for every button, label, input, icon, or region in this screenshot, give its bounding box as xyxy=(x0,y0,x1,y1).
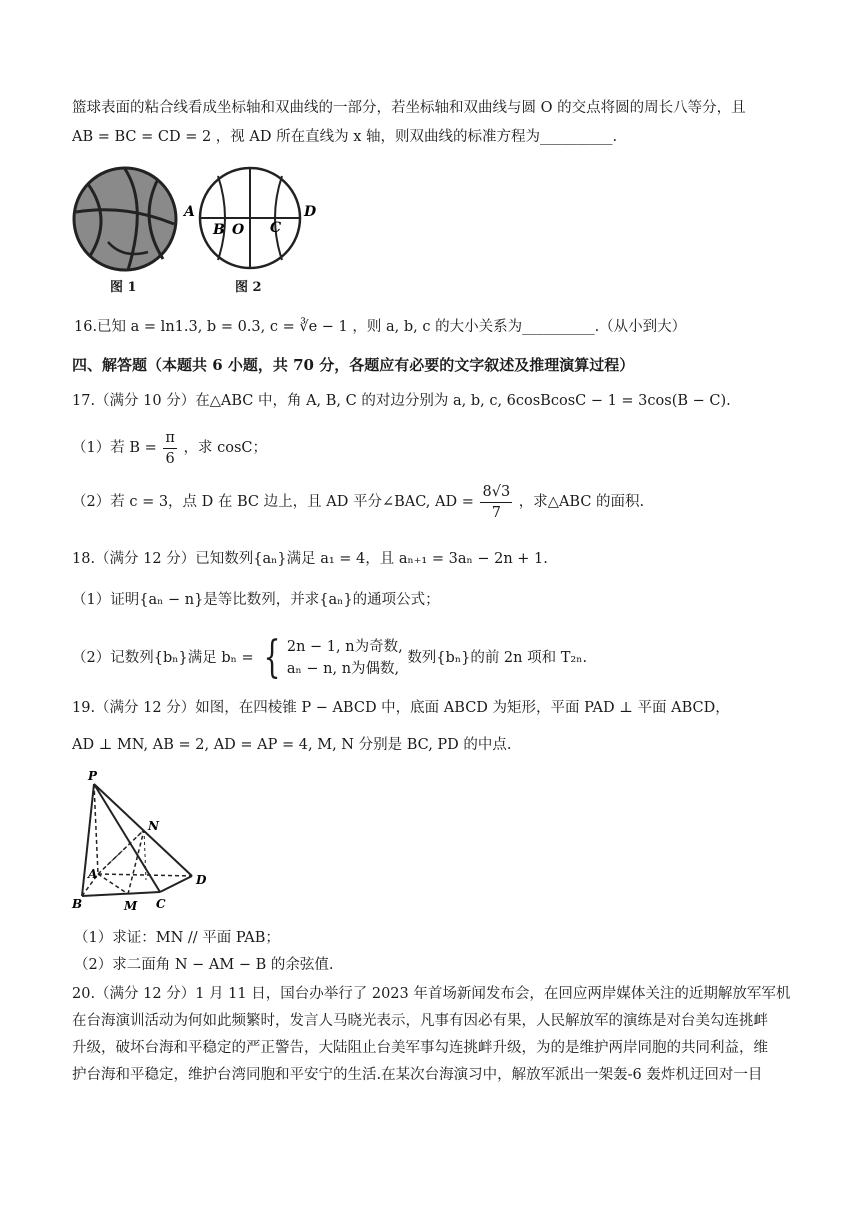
figure-2-caption: 图 2 xyxy=(235,280,262,295)
p17-q2-fraction xyxy=(480,482,512,523)
label-P: P xyxy=(88,769,98,783)
p17-q2-pre: （2）若 c = 3，点 D 在 BC 边上，且 AD 平分∠BAC, AD = xyxy=(72,494,474,510)
p17-q1-num: π xyxy=(163,428,177,449)
label-A: A xyxy=(184,204,195,220)
label-C: C xyxy=(156,897,166,911)
p20-line4: 护台海和平稳定，维护台湾同胞和平安宁的生活.在某次台海演习中，解放军派出一架轰-6 轰炸机迂回对一目 xyxy=(72,1067,763,1083)
p15-line2: AB = BC = CD = 2 ，视 AD 所在直线为 x 轴，则双曲线的标准方程为__________. xyxy=(72,129,618,145)
p18-case-even: aₙ − n, n为偶数, xyxy=(286,661,400,677)
p17-q1-fraction xyxy=(163,428,177,469)
p18-cases xyxy=(287,636,403,680)
p17-q2-num: 8√3 xyxy=(480,482,512,503)
basketball-figure-1 xyxy=(68,164,184,276)
p18-q2-pre: （2）记数列{bₙ}满足 bₙ = xyxy=(72,650,254,666)
p17-q2 xyxy=(72,478,644,526)
label-N: N xyxy=(148,819,159,833)
label-D: D xyxy=(304,204,317,220)
section-4-heading: 四、解答题（本题共 6 小题，共 70 分，各题应有必要的文字叙述及推理演算过程） xyxy=(72,356,635,374)
label-O: O xyxy=(232,222,245,238)
p20-line2: 在台海演训活动为何如此频繁时，发言人马晓光表示，凡事有因必有果，人民解放军的演练是对台美勾连挑衅 xyxy=(72,1013,768,1029)
p18-stem: 18.（满分 12 分）已知数列{aₙ}满足 a₁ = 4，且 aₙ₊₁ = 3aₙ − 2n + 1. xyxy=(72,551,548,567)
pyramid-figure xyxy=(70,768,220,918)
circle-hyperbola-figure-2 xyxy=(180,162,320,278)
label-B: B xyxy=(213,222,225,238)
p19-stem2: AD ⊥ MN, AB = 2, AD = AP = 4, M, N 分别是 BC, PD 的中点. xyxy=(72,737,512,753)
p18-case-odd: 2n − 1, n为奇数, xyxy=(286,639,403,655)
p16-text: 16.已知 a = ln1.3, b = 0.3, c = ∛e − 1 ，则 a, b, c 的大小关系为__________.（从小到大） xyxy=(74,319,687,335)
p17-q2-post: ，求△ABC 的面积. xyxy=(518,494,645,510)
p17-q1-pre: （1）若 B = xyxy=(72,440,157,456)
label-M: M xyxy=(124,899,138,913)
label-B: B xyxy=(72,897,83,911)
p17-q2-den: 7 xyxy=(491,504,501,521)
label-C: C xyxy=(270,220,282,236)
p17-q1-den: 6 xyxy=(165,450,175,467)
p19-q2: （2）求二面角 N − AM − B 的余弦值. xyxy=(74,957,334,973)
p17-q1-post: ，求 cosC； xyxy=(183,440,267,456)
p20-line3: 升级，破坏台海和平稳定的严正警告，大陆阻止台美军事勾连挑衅升级，为的是维护两岸同胞的共同利益，维 xyxy=(72,1040,768,1056)
p15-line1: 篮球表面的粘合线看成坐标轴和双曲线的一部分，若坐标轴和双曲线与圆 O 的交点将圆的周长八等分，且 xyxy=(72,100,746,116)
p20-line1: 20.（满分 12 分）1 月 11 日，国台办举行了 2023 年首场新闻发布会，在回应两岸媒体关注的近期解放军军机 xyxy=(72,986,791,1002)
p17-stem: 17.（满分 10 分）在△ABC 中，角 A, B, C 的对边分别为 a, b, c, 6cosBcosC − 1 = 3cos(B − C). xyxy=(72,393,731,409)
left-brace: { xyxy=(263,632,281,683)
figure-1-caption: 图 1 xyxy=(110,280,137,295)
p17-q1 xyxy=(72,424,267,472)
label-A: A xyxy=(88,867,98,881)
p18-q2-post: 数列{bₙ}的前 2n 项和 T₂ₙ. xyxy=(407,650,588,666)
label-D: D xyxy=(196,873,207,887)
p18-q2 xyxy=(72,632,587,684)
p19-stem1: 19.（满分 12 分）如图，在四棱锥 P − ABCD 中，底面 ABCD 为矩形，平面 PAD ⊥ 平面 ABCD， xyxy=(72,700,730,716)
p19-q1: （1）求证：MN // 平面 PAB； xyxy=(74,930,280,946)
p18-q1: （1）证明{aₙ − n}是等比数列，并求{aₙ}的通项公式； xyxy=(72,592,440,608)
